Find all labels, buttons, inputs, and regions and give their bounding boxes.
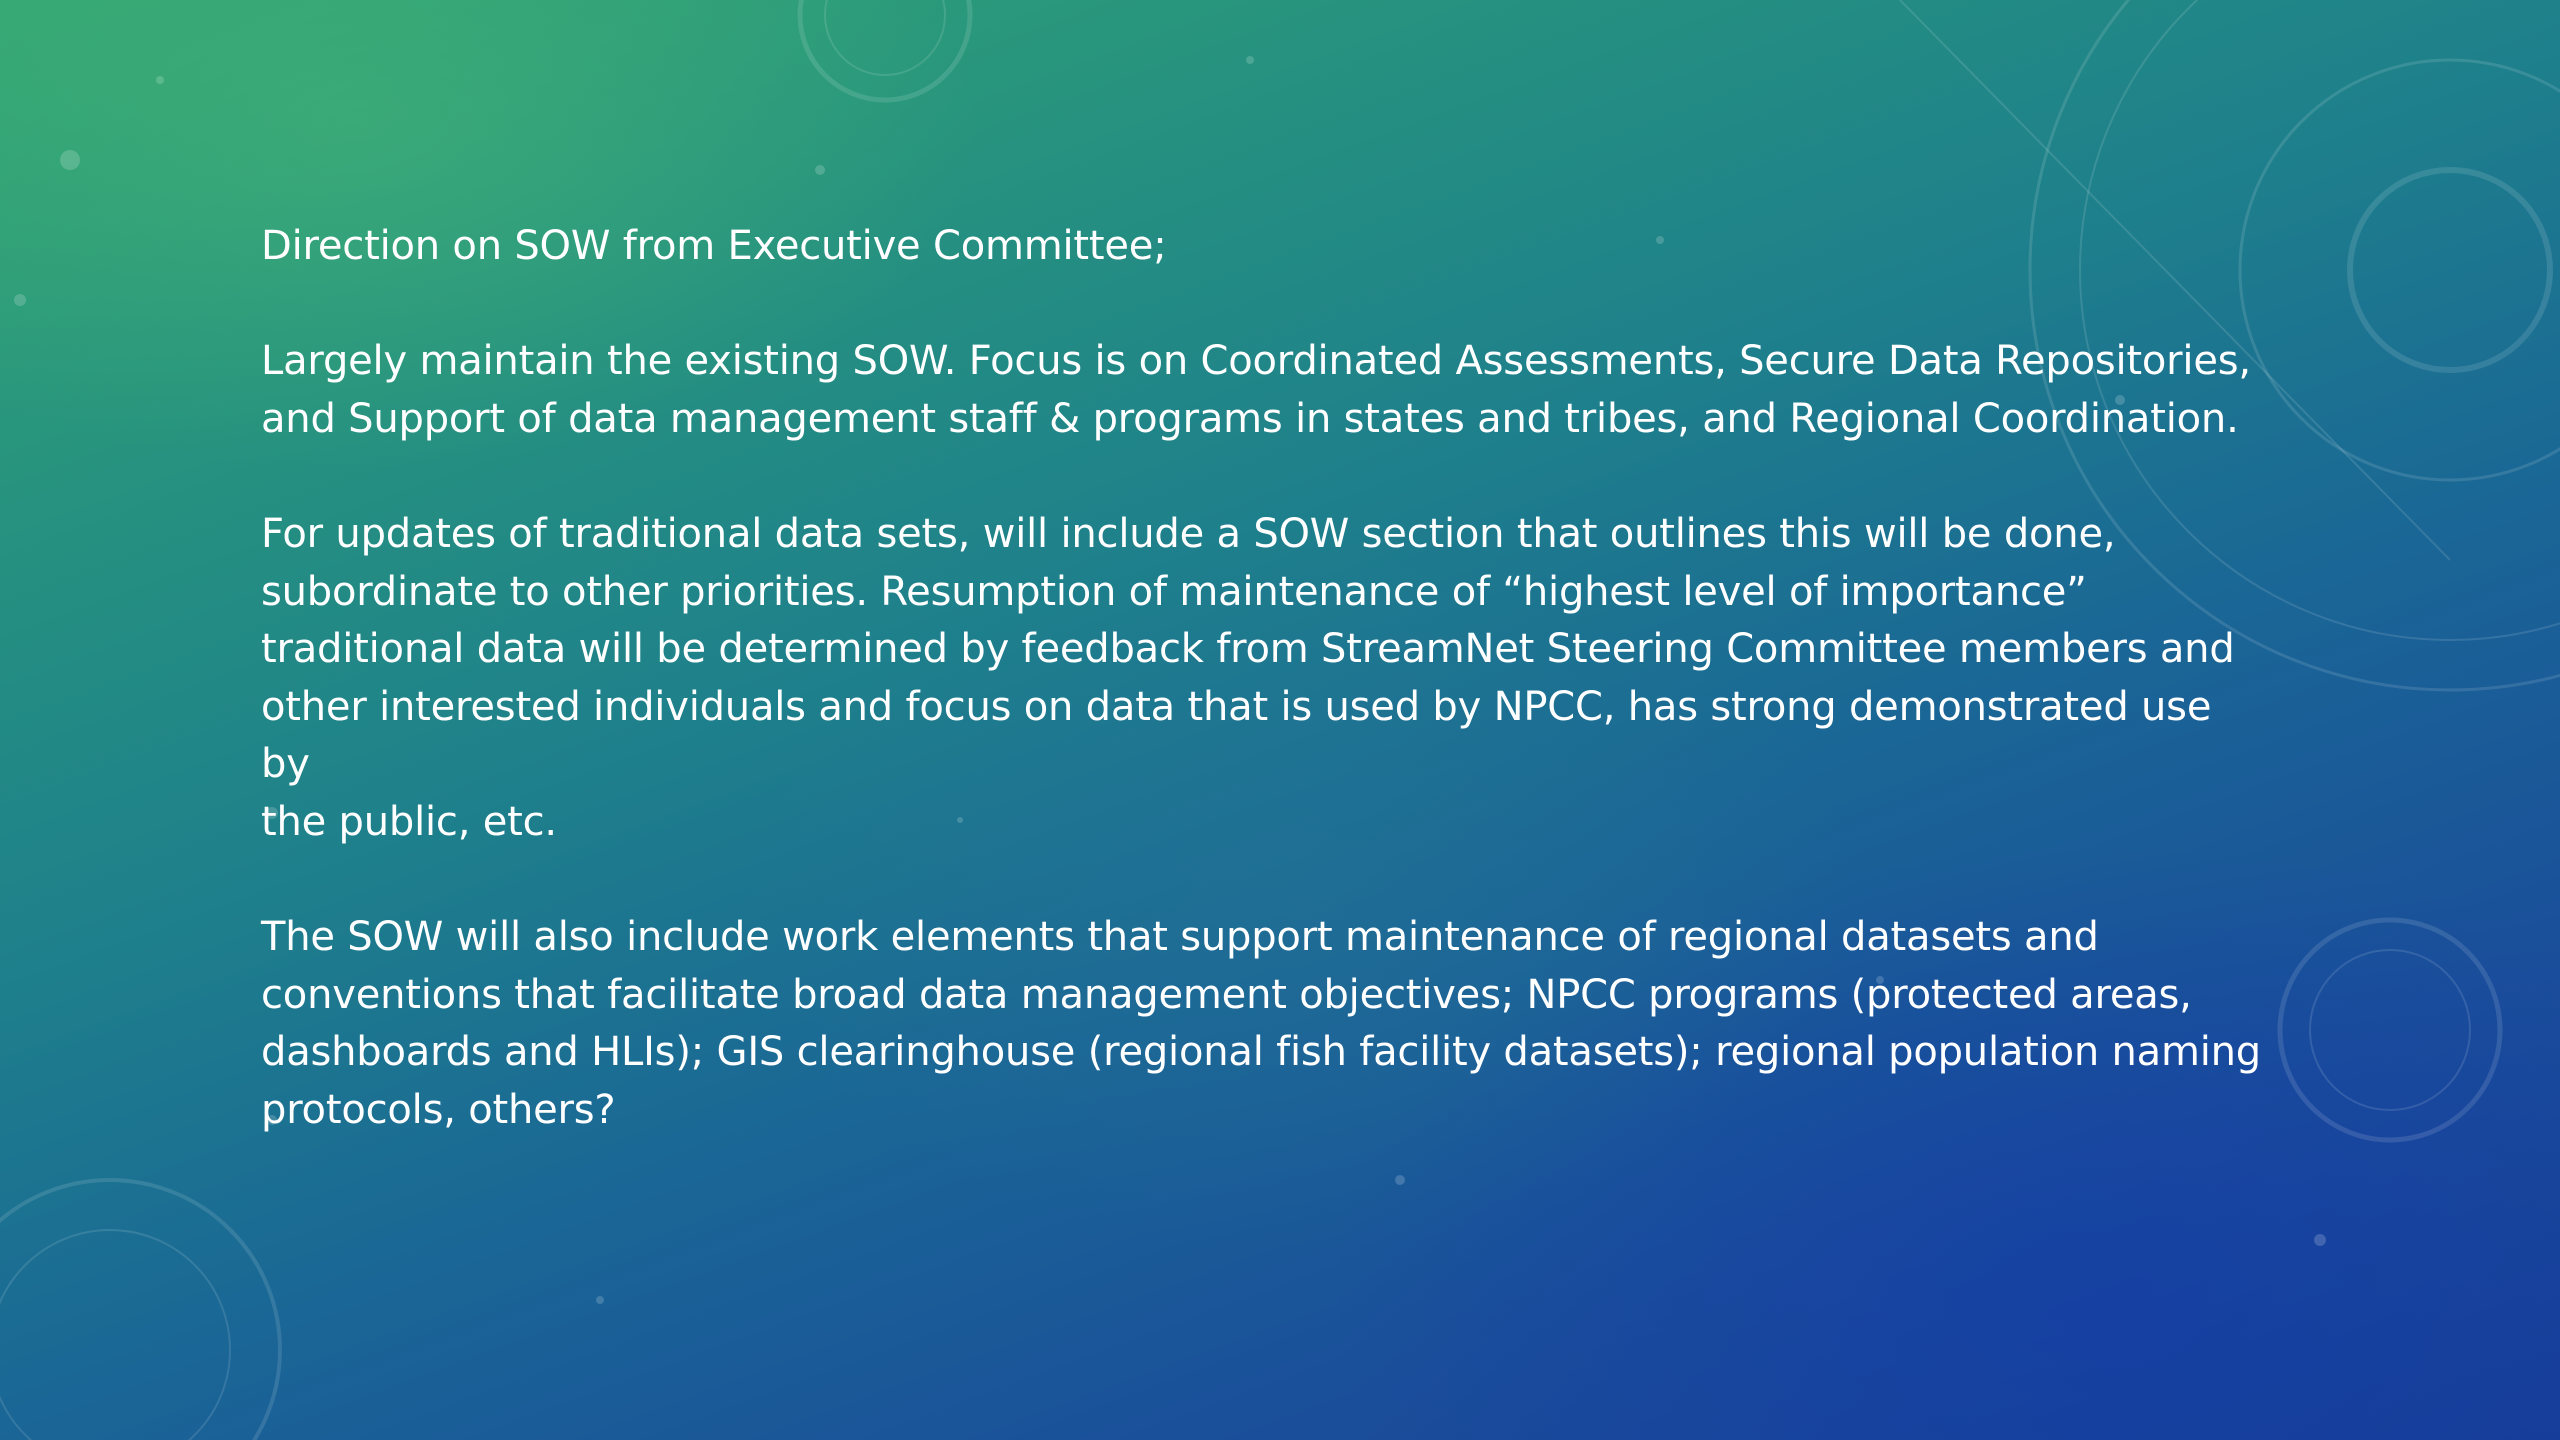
paragraph-existing-sow: Largely maintain the existing SOW. Focus is on Coordinated Assessments, Secure Data Repositories, and Support of data management staff & programs in states and tribes, and Regional Coordination. — [261, 338, 2251, 442]
paragraph-work-elements: The SOW will also include work elements that support maintenance of regional datasets and conventions that facilitate broad data management objectives; NPCC programs (protected areas, dashboards and HLIs); GIS clearinghouse (regional fish facility datasets); regional population naming protocols, others? — [261, 914, 2261, 1133]
paragraph-traditional-data: For updates of traditional data sets, will include a SOW section that outlines this will be done, subordinate to other priorities. Resumption of maintenance of “highest level of importance” traditional data will be determined by feedback from StreamNet Steering Committee members and other interested individuals and focus on data that is used by NPCC, has strong demonstrated use by the public, etc. — [261, 510, 2235, 845]
paragraph-heading: Direction on SOW from Executive Committee; — [261, 223, 1167, 269]
slide-body — [261, 218, 2261, 1197]
